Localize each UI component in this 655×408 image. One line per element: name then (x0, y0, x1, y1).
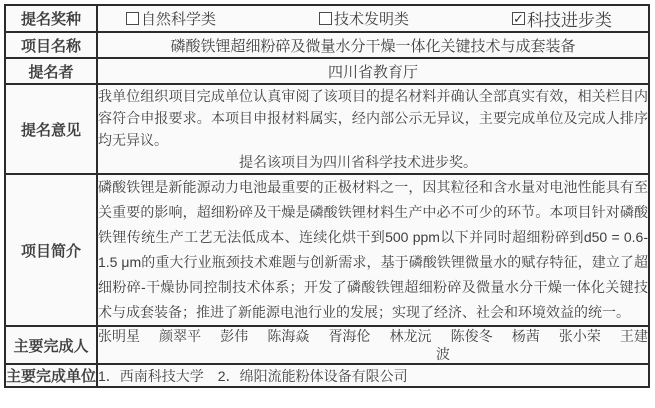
contributor-name: 颜翠平 (159, 328, 202, 344)
award-option-label: 自然科学类 (141, 11, 217, 28)
award-option-natural-science[interactable] (126, 8, 216, 29)
contributor-name: 陈俊冬 (450, 328, 493, 344)
row-award-type (5, 5, 649, 32)
row-nominator (5, 58, 649, 84)
nomination-opinion-paragraph: 我单位组织项目完成单位认真审阅了该项目的提名材料并确认全部真实有效，相关栏目内容符合申报要求。本项目申报材料属实，经内部公示无异议，主要完成单位及完成人排序均无异议。 (98, 88, 648, 148)
award-type-options (98, 6, 648, 31)
checkbox-empty-icon[interactable] (319, 12, 332, 25)
nomination-opinion-label: 提名意见 (5, 84, 97, 174)
checkbox-checked-icon[interactable]: ✓ (513, 11, 524, 26)
contributor-name: 杨茜 (511, 328, 540, 344)
contributor-name: 张小荣 (558, 328, 601, 344)
contributor-name: 彭伟 (220, 328, 249, 344)
row-nomination-opinion (5, 84, 649, 174)
award-option-sci-tech-progress[interactable] (512, 6, 612, 31)
row-main-units (5, 364, 649, 387)
nominator-label: 提名者 (5, 58, 97, 84)
contributor-name: 王建 (619, 328, 648, 344)
contributor-name: 张明星 (98, 328, 140, 344)
nominator-value: 四川省教育厅 (327, 63, 418, 81)
project-name-value: 磷酸铁锂超细粉碎及微量水分干燥一体化关键技术与成套装备 (170, 37, 576, 55)
award-option-label: 技术发明类 (334, 11, 410, 28)
main-units-label: 主要完成单位 (5, 364, 97, 387)
main-units-value: 1．西南科技大学 2．绵阳流能粉体设备有限公司 (98, 367, 408, 384)
contributor-names-line1 (98, 327, 648, 345)
row-project-name (5, 32, 649, 58)
row-main-contributors (5, 326, 649, 364)
award-type-label: 提名奖种 (5, 5, 97, 32)
contributor-name: 胥海伦 (328, 328, 371, 344)
contributor-name: 陈海焱 (267, 328, 310, 344)
project-name-label: 项目名称 (5, 32, 97, 58)
award-option-label: 科技进步类 (527, 11, 612, 30)
checkbox-empty-icon[interactable] (126, 12, 139, 25)
nomination-closing-line: 提名该项目为四川省科学技术进步奖。 (239, 154, 477, 170)
project-summary-label: 项目简介 (5, 174, 97, 326)
award-option-technical-invention[interactable] (319, 8, 409, 29)
main-contributors-label: 主要完成人 (5, 326, 97, 364)
contributor-name: 林龙沅 (389, 328, 432, 344)
contributor-names-line2: 波 (436, 346, 450, 362)
project-summary-paragraph: 磷酸铁锂是新能源动力电池最重要的正极材料之一，因其粒径和含水量对电池性能具有至关重要的影响，超细粉碎及干燥是磷酸铁锂材料生产中必不可少的环节。本项目针对磷酸铁锂传统生产工艺无法低成本、连续化烘干到500 ppm以下并同时超细粉碎到d50 = 0.6-1.5 μm的重大行业瓶颈技术难题与创新需求，基于磷酸铁锂微量水的赋存特征，建立了超细粉碎-干燥协同控制技术体系；开发了磷酸铁锂超细粉碎及微量水分干燥一体化关键技术与成套装备；推进了新能源电池行业的发展；实现了经济、社会和环境效益的统一。 (98, 179, 648, 320)
nomination-form-table (4, 4, 650, 388)
row-project-summary (5, 174, 649, 326)
